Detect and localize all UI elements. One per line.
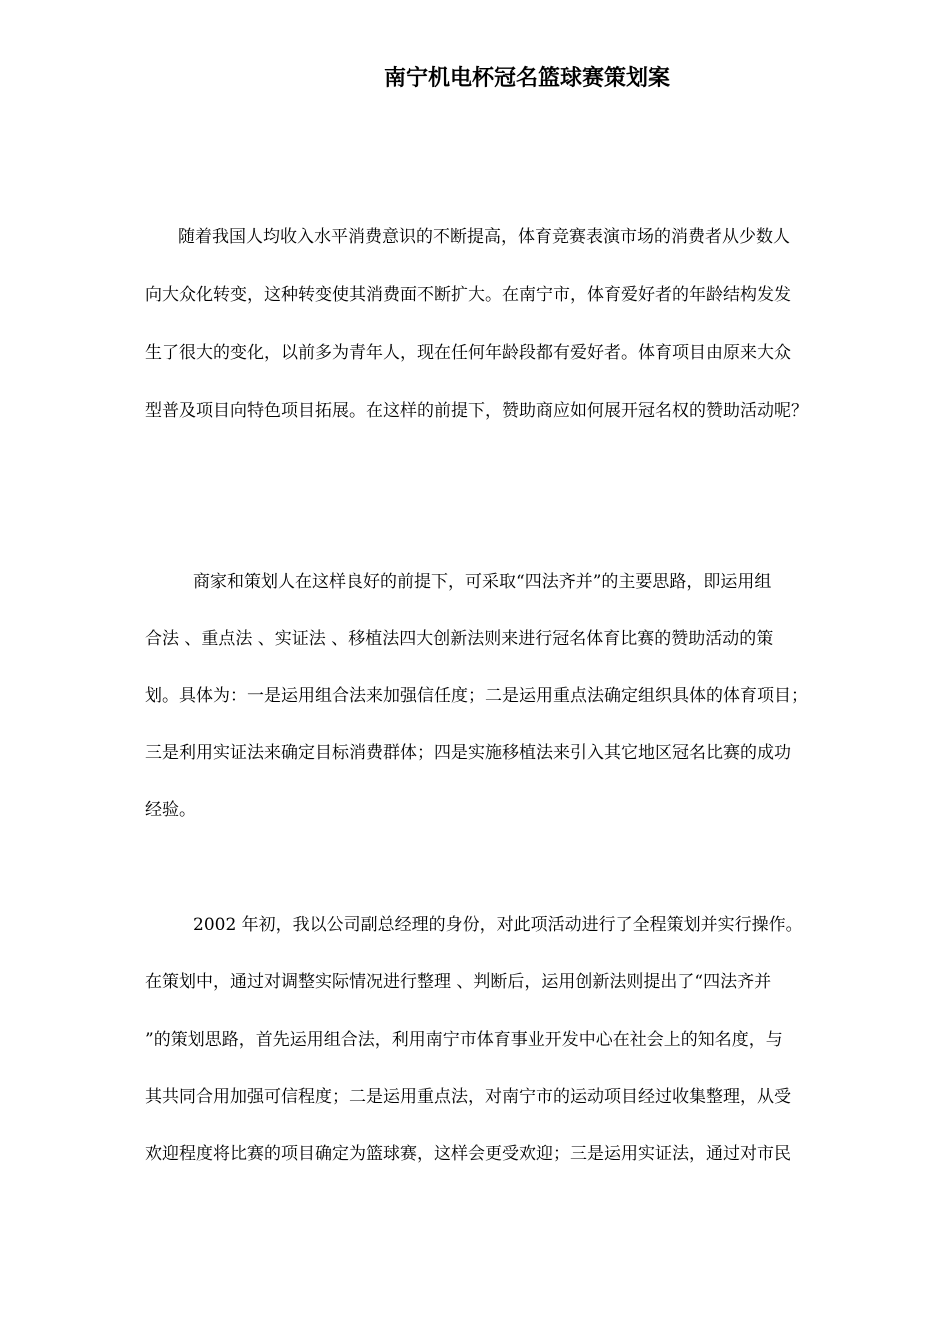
paragraph-2-line-3: 划。具体为：一是运用组合法来加强信任度；二是运用重点法确定组织具体的体育项目； [145,686,808,706]
document-title: 南宁机电杯冠名篮球赛策划案 [383,65,670,91]
paragraph-3-line-3: ”的策划思路，首先运用组合法，利用南宁市体育事业开发中心在社会上的知名度，与 [145,1030,783,1050]
paragraph-2-line-4: 三是利用实证法来确定目标消费群体；四是实施移植法来引入其它地区冠名比赛的成功 [145,743,791,763]
paragraph-1-line-1: 随着我国人均收入水平消费意识的不断提高，体育竞赛表演市场的消费者从少数人 [178,227,790,247]
paragraph-3-line-4: 其共同合用加强可信程度；二是运用重点法，对南宁市的运动项目经过收集整理，从受 [145,1087,791,1107]
paragraph-2-line-5: 经验。 [145,800,196,820]
paragraph-3-line-1: 2002 年初，我以公司副总经理的身份，对此项活动进行了全程策划并实行操作。 [193,915,803,935]
paragraph-1-line-4: 型普及项目向特色项目拓展。在这样的前提下，赞助商应如何展开冠名权的赞助活动呢？ [145,401,808,421]
paragraph-3-line-2: 在策划中，通过对调整实际情况进行整理 、判断后，运用创新法则提出了“四法齐并 [145,972,772,992]
paragraph-2-line-2: 合法 、重点法 、实证法 、移植法四大创新法则来进行冠名体育比赛的赞助活动的策 [145,629,774,649]
paragraph-1-line-3: 生了很大的变化，以前多为青年人，现在任何年龄段都有爱好者。体育项目由原来大众 [145,343,791,363]
paragraph-3-line-5: 欢迎程度将比赛的项目确定为篮球赛，这样会更受欢迎；三是运用实证法，通过对市民 [145,1144,791,1164]
paragraph-2-line-1: 商家和策划人在这样良好的前提下，可采取“四法齐并”的主要思路，即运用组 [193,572,772,592]
paragraph-1-line-2: 向大众化转变，这种转变使其消费面不断扩大。在南宁市，体育爱好者的年龄结构发发 [145,285,791,305]
